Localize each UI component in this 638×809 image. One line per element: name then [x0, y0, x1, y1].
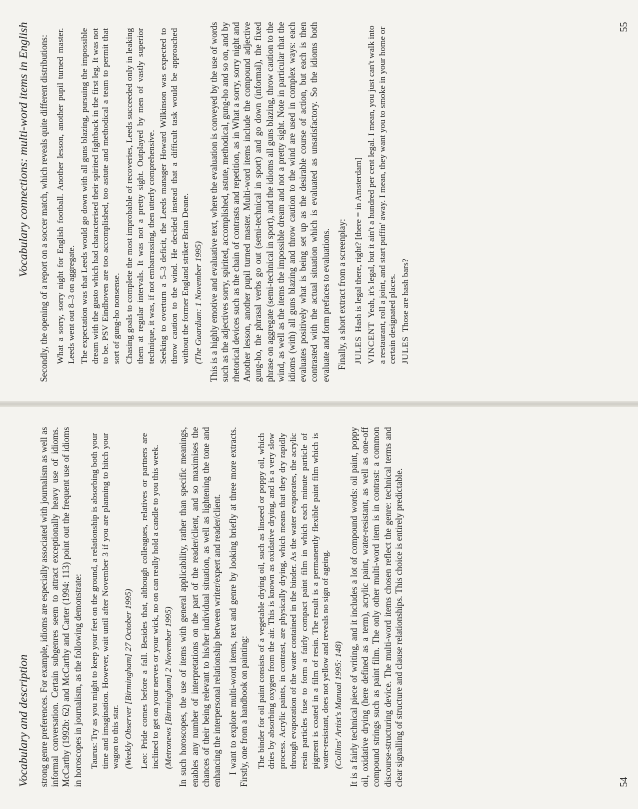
block-quote	[256, 433, 344, 769]
block-quote	[139, 433, 173, 769]
quote-text: Leo: Pride comes before a fall. Besides that, although colleagues, relatives or partners are inclined to get on your nerves or your wick, no on can really hold a candle to you this week.	[139, 433, 160, 769]
quote-text: What a sorry, sorry night for English football. Another lesson, another pupil turned master. Leeds went out 8–3 on aggregate.	[55, 28, 76, 364]
speaker-name: VINCENT	[365, 321, 376, 364]
speaker-name: JULES	[400, 336, 411, 364]
quote-source: (Metronews [Birmingham] 2 November 1995)	[162, 606, 173, 769]
speaker-name: JULES	[353, 336, 363, 364]
script-text: Hash is legal there, right? [there = in Amsterdam]	[353, 157, 363, 333]
left-page	[0, 405, 638, 809]
script-line	[353, 22, 364, 364]
right-page	[0, 0, 638, 404]
paragraph: In such horoscopes, the use of items with general applicability, rather than specific meanings, enables any number of interpretations on the part of the reader/client, and so maximises the chances of their being relevant to his/her individual situation, as well as lightening the tone and enhancing the interpersonal relationship between writer/expert and reader/client.	[178, 427, 222, 787]
script-line	[400, 22, 411, 364]
paragraph: strong genre preferences. For example, idioms are especially associated with journalism as well as informal conversation. Certain subgenres seem to attract exceptionally heavy use of idioms. McCarthy (1992b: 62) and McCarthy and Carter (1994: 113) point out the frequent use of idioms in horoscopes in journalism, as the following demonstrate:	[39, 427, 83, 787]
quote-text: Taurus: Try as you might to keep your feet on the ground, a relationship is absorbing both your time and imagination. However, wait until after November 3 if you are planning to hitch your wagon to this star.	[88, 433, 121, 769]
quote-text: The expectation was that Leeds would go down with all guns blazing, pursuing the impossible dream with the gusto which had characterised their spirited fightback in the first leg. It was not to be. PSV Eindhoven are too accomplished, too astute and methodical a team to permit that sort of gung-ho nonsense.	[78, 28, 122, 364]
quote-source: (Weekly Observer [Birmingham] 27 October 1995)	[123, 588, 134, 769]
quote-source: (The Guardian: 1 November 1995)	[192, 241, 203, 364]
page-number-right: 55	[619, 22, 630, 32]
paragraph: Finally, a short extract from a screenplay:	[336, 218, 347, 370]
script-text: Those are hash bars?	[400, 258, 411, 333]
script-text: Yeah, it's legal, but it ain't a hundred per cent legal. I mean, you just can't walk into a restaurant, roll a joint, and start puffin' away. I mean, they want you to smoke in your home or certain designated places.	[365, 25, 398, 364]
quote-text: Seeking to overturn a 5–3 deficit, the Leeds manager Howard Wilkinson was expected to throw caution to the wind. He decided instead that a difficult task would be approached without the former England striker Brian Deane.	[158, 28, 190, 364]
paragraph: I want to explore multi-word items, text and genre by looking briefly at three more extracts. Firstly, one from a handbook on painting:	[228, 427, 250, 787]
quote-text: Chasing goals to complete the most improbable of recoveries, Leeds succeeded only in leaking them at regular intervals. It was not a pretty sight. Outplayed by men of vastly superior technique, it was, if not embarrassing, then utterly comprehensive.	[123, 28, 156, 364]
running-header-left: Vocabulary and description	[16, 654, 30, 787]
page-number-left: 54	[619, 777, 630, 787]
paragraph: It is a fairly technical piece of writing, and it includes a lot of compound words: oil paint, poppy oil, oxidative drying (here defined as a term), acrylic paint, water-resistant, as well as one-off compound strings such as paint film. The only other multi-word item is in contrast: a common discourse-structuring device. The multi-word items chosen reflect the genre: technical terms and clear signalling of structure and clause relationships. This choice is entirely predictable.	[348, 427, 404, 787]
quote-text: The binder for oil paint consists of a vegetable drying oil, such as linseed or poppy oil, which dries by absorbing oxygen from the air. This is known as oxidative drying, and is a very slow process. Acrylic paints, in contrast, are physically drying, which means that they dry rapidly through evaporation of the water contained in the binder. As the water evaporates, the acrylic resin particles fuse to form a fairly compact paint film in which each minute particle of pigment is coated in a film of resin. The result is a permanently flexible paint film which is water-resistant, does not yellow and reveals no sign of ageing.	[255, 433, 331, 769]
quote-source: (Collins' Artist's Manual 1995: 148)	[333, 641, 344, 769]
script-line	[366, 22, 398, 364]
block-quote	[89, 433, 134, 769]
paragraph: This is a highly emotive and evaluative text, where the evaluation is conveyed by the use of words such as the adjectives sorry, spirited, accomplished, astute, methodical, gung-ho and so on, and by rhetorical devices such as the chain of contrasts and repetition, as in What a sorry, sorry night and Another lesson, another pupil turned master. Multi-word items include the compound adjective gung-ho, the phrasal verbs go out (semi-technical in sport) and go down (informal), the fixed phrase on aggregate (semi-technical in sport), and the idioms all guns blazing, throw caution to the wind, as well as the items the impossible dream and not a pretty sight. Note in particular that the idioms (with) all guns blazing and throw caution to the wind are used in complex ways: each evaluates positively what is being set up as the desirable course of action, but each is then contrasted with the actual situation which is evaluated as unsatisfactory. So the idioms both evaluate and form prefaces to evaluations.	[208, 22, 331, 382]
running-header-right: Vocabulary connections: multi-word items in English	[16, 22, 30, 278]
screenplay-extract	[353, 22, 411, 382]
block-quote	[55, 28, 203, 364]
paragraph: Secondly, the opening of a report on a soccer match, which reveals quite different distributions:	[39, 34, 49, 382]
